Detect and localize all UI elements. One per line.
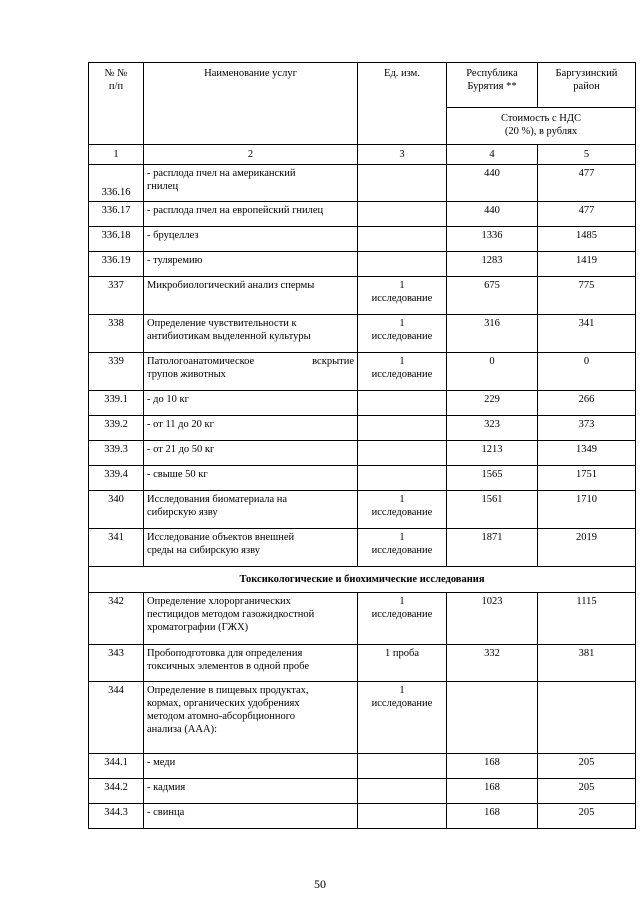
price-district: 381 [538,645,636,682]
unit: 1 исследование [358,315,447,353]
unit [358,252,447,277]
service-name: - меди [144,754,358,779]
price-republic: 440 [447,165,538,202]
price-republic [447,682,538,754]
unit: 1 исследование [358,682,447,754]
price-district: 1710 [538,491,636,529]
price-republic: 168 [447,804,538,829]
service-name: - туляремию [144,252,358,277]
row-number: 344.1 [89,754,144,779]
row-number: 344 [89,682,144,754]
table-row [89,441,636,466]
unit [358,165,447,202]
price-republic: 1565 [447,466,538,491]
unit [358,441,447,466]
row-number: 337 [89,277,144,315]
price-republic: 675 [447,277,538,315]
price-republic: 168 [447,754,538,779]
price-republic: 440 [447,202,538,227]
price-district: 205 [538,779,636,804]
unit: 1 исследование [358,491,447,529]
col-number: 3 [358,145,447,165]
price-republic: 323 [447,416,538,441]
row-number: 341 [89,529,144,567]
service-name: Исследование объектов внешней среды на сибирскую язву [144,529,358,567]
column-numbers-row [89,145,636,165]
price-republic: 229 [447,391,538,416]
service-name: - расплода пчел на американский гнилец [144,165,358,202]
service-name: - от 11 до 20 кг [144,416,358,441]
price-district: 1419 [538,252,636,277]
service-name: Определение в пищевых продуктах, кормах, органических удобрениях методом атомно-абсорбционного анализа (ААА): [144,682,358,754]
service-name: - кадмия [144,779,358,804]
header-num: № № п/п [89,63,144,145]
table-row [89,165,636,202]
section-row [89,567,636,593]
price-table [88,62,636,829]
table-row [89,277,636,315]
header-name: Наименование услуг [144,63,358,145]
price-republic: 316 [447,315,538,353]
table-row [89,529,636,567]
unit [358,779,447,804]
row-number: 338 [89,315,144,353]
table-row [89,391,636,416]
price-district: 1349 [538,441,636,466]
header-region-1: Республика Бурятия ** [447,63,538,108]
row-number: 344.3 [89,804,144,829]
header-region-2: Баргузинский район [538,63,636,108]
col-number: 4 [447,145,538,165]
unit: 1 исследование [358,277,447,315]
price-republic: 1561 [447,491,538,529]
unit [358,466,447,491]
service-name: - до 10 кг [144,391,358,416]
service-name: Микробиологический анализ спермы [144,277,358,315]
price-district: 205 [538,754,636,779]
header-row [89,63,636,108]
price-district: 205 [538,804,636,829]
service-name: Исследования биоматериала на сибирскую язву [144,491,358,529]
row-number: 336.18 [89,227,144,252]
unit: 1 исследование [358,593,447,645]
row-number: 340 [89,491,144,529]
col-number: 2 [144,145,358,165]
unit: 1 проба [358,645,447,682]
table-row [89,252,636,277]
service-name: Патологоанатомическое вскрытие трупов животных [144,353,358,391]
header-unit: Ед. изм. [358,63,447,145]
price-republic: 332 [447,645,538,682]
table-row [89,645,636,682]
unit [358,416,447,441]
price-district: 1115 [538,593,636,645]
row-number: 339.1 [89,391,144,416]
table-row [89,227,636,252]
service-name: - свыше 50 кг [144,466,358,491]
price-district: 373 [538,416,636,441]
price-republic: 1871 [447,529,538,567]
section-title: Токсикологические и биохимические исследования [89,567,636,593]
table-row [89,682,636,754]
price-republic: 0 [447,353,538,391]
table-row [89,804,636,829]
service-name: Пробоподготовка для определения токсичных элементов в одной пробе [144,645,358,682]
table-row [89,202,636,227]
row-number: 339 [89,353,144,391]
price-republic: 1023 [447,593,538,645]
header-cost-note: Стоимость с НДС (20 %), в рублях [447,108,636,145]
price-republic: 168 [447,779,538,804]
unit: 1 исследование [358,353,447,391]
unit: 1 исследование [358,529,447,567]
price-district: 477 [538,165,636,202]
table-row [89,779,636,804]
unit [358,754,447,779]
row-number: 344.2 [89,779,144,804]
service-name: Определение чувствительности к антибиотикам выделенной культуры [144,315,358,353]
row-number: 342 [89,593,144,645]
row-number: 339.4 [89,466,144,491]
price-district [538,682,636,754]
unit [358,202,447,227]
row-number: 336.16 [89,165,144,202]
table-row [89,754,636,779]
price-district: 2019 [538,529,636,567]
table-row [89,315,636,353]
row-number: 336.17 [89,202,144,227]
unit [358,391,447,416]
row-number: 339.3 [89,441,144,466]
table-row [89,491,636,529]
service-name: - бруцеллез [144,227,358,252]
price-district: 1751 [538,466,636,491]
page-number: 50 [314,877,326,891]
price-district: 341 [538,315,636,353]
table-row [89,466,636,491]
row-number: 343 [89,645,144,682]
price-republic: 1336 [447,227,538,252]
table-row [89,593,636,645]
table-row [89,353,636,391]
col-number: 1 [89,145,144,165]
service-name: Определение хлорорганических пестицидов методом газожидкостной хроматографии (ГЖХ) [144,593,358,645]
price-district: 0 [538,353,636,391]
row-number: 339.2 [89,416,144,441]
unit [358,227,447,252]
col-number: 5 [538,145,636,165]
service-name: - свинца [144,804,358,829]
price-district: 775 [538,277,636,315]
price-district: 1485 [538,227,636,252]
service-name: - расплода пчел на европейский гнилец [144,202,358,227]
table-row [89,416,636,441]
price-district: 477 [538,202,636,227]
price-republic: 1213 [447,441,538,466]
price-republic: 1283 [447,252,538,277]
price-district: 266 [538,391,636,416]
row-number: 336.19 [89,252,144,277]
unit [358,804,447,829]
service-name: - от 21 до 50 кг [144,441,358,466]
